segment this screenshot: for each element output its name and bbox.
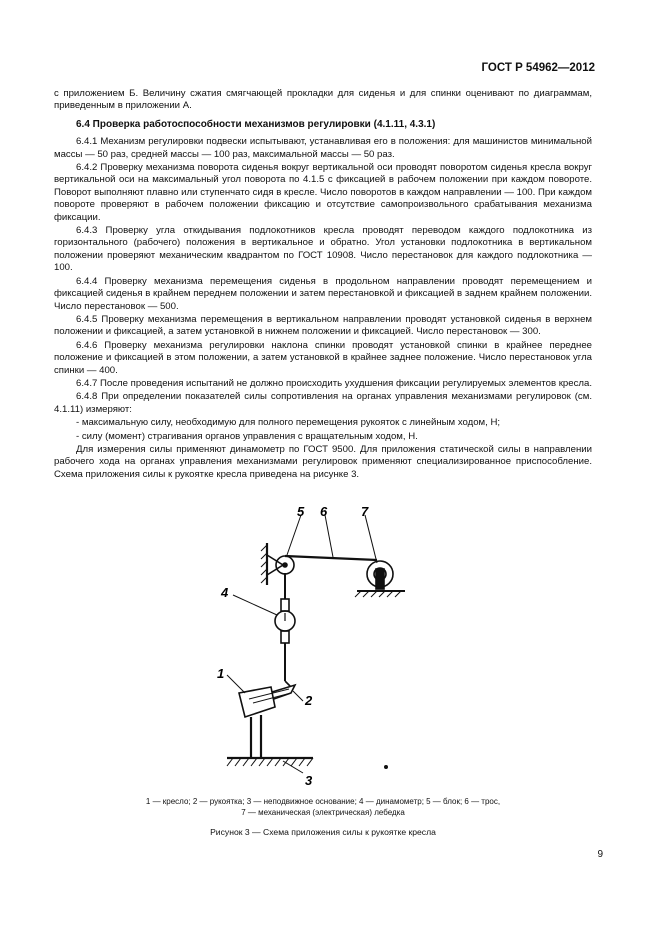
label-5: 5 (297, 504, 305, 519)
paragraph-6-4-3: 6.4.3 Проверку угла откидывания подлокотников кресла проводят переводом каждого подлокотника из горизонтального (рабочего) положения в вертикальное и обратно. Угол установки подлокотника в вертикальном положении проверяют механическим квадрантом по ГОСТ 10908. Число перестановок для каждого подлокотника — 100. (54, 225, 592, 274)
pulley-axle (283, 563, 287, 567)
paragraph-6-4-6: 6.4.6 Проверку механизма регулировки наклона спинки проводят установкой спинки в крайнее переднее положение и фиксацией в этом положении, а затем установкой в крайнее заднее положение. Число перестановок угла спинки — 400. (54, 339, 592, 376)
section-heading: 6.4 Проверка работоспособности механизмов регулировки (4.1.11, 4.3.1) (76, 118, 436, 130)
paragraph-6-4-5: 6.4.5 Проверку механизма перемещения в вертикальном направлении проводят установкой сиденья в верхнем положении и фиксацией, а затем установкой в нижнем положении и фиксацией. Число перестановок — 300. (54, 313, 592, 338)
dynamometer-bottom-mount (281, 631, 289, 643)
paragraph-6-4-7: 6.4.7 После проведения испытаний не должно происходить ухудшения фиксации регулируемых элементов кресла. (76, 377, 593, 389)
list-item-max-force: - максимальную силу, необходимую для полного перемещения рукояток с линейным ходом, Н; (76, 417, 501, 429)
figure-caption: Рисунок 3 — Схема приложения силы к рукоятке кресла (210, 827, 436, 837)
fixed-base-hatching (227, 758, 313, 766)
label-4: 4 (221, 585, 229, 600)
paragraph-continuation: с приложением Б. Величину сжатия смягчающей прокладки для сиденья и для спинки оценивают по диаграммам, приведенным в приложении А. (54, 88, 592, 112)
leader-lines (227, 515, 377, 773)
paragraph-6-4-2: 6.4.2 Проверку механизма поворота сиденья вокруг вертикальной оси проводят поворотом сиденья кресла вокруг вертикальной оси на максимальный угол поворота по 4.1.5 с фиксацией в рабочем положении при каждом повороте. Поворот выполняют плавно или ступенчато сидя в кресле. Число поворотов в каждом направлении — 100. При каждом повороте проверяют в рабочем положении фиксацию и отсутствие самопроизвольного срабатывания механизма фиксации. (54, 162, 592, 223)
winch-post (376, 569, 384, 589)
paragraph-6-4-1: 6.4.1 Механизм регулировки подвески испытывают, устанавливая его в положения: для машинистов минимальной массы — 50 раз, средней массы — 100 раз, максимальной массы — 50 раз. (54, 136, 592, 160)
page-number: 9 (597, 849, 603, 860)
legend-line-1: 1 — кресло; 2 — рукоятка; 3 — неподвижное основание; 4 — динамометр; 5 — блок; 6 — трос, (145, 797, 501, 806)
figure-legend (54, 796, 592, 818)
cable-horizontal (285, 556, 377, 560)
paragraph-6-4-4: 6.4.4 Проверку механизма перемещения сиденья в продольном направлении проводят перемещением и фиксацией сиденья в крайнем переднем положении и затем перестановкой и фиксацией в заднем крайнем положении. Число перестановок — 500. (54, 275, 592, 312)
label-1: 1 (217, 666, 225, 681)
label-7: 7 (361, 504, 369, 519)
label-6: 6 (320, 504, 328, 519)
list-item-start-force: - силу (момент) страгивания органов управления с вращательным ходом, Н. (76, 430, 418, 442)
dynamometer-top-mount (281, 599, 289, 611)
stray-dot (385, 766, 387, 768)
label-2: 2 (305, 693, 313, 708)
body-text (54, 88, 592, 482)
legend-line-2: 7 — механическая (электрическая) лебедка (241, 808, 405, 817)
document-code: ГОСТ Р 54962—2012 (481, 62, 595, 74)
paragraph-6-4-8: 6.4.8 При определении показателей силы сопротивления на органах управления механизмами регулировок (см. 4.1.11) измеряют: (54, 391, 592, 415)
paragraph-dynamometer: Для измерения силы применяют динамометр по ГОСТ 9500. Для приложения статической силы в направлении рабочего хода на органах управления механизмами регулировок применяют специализированное приспособление. Схема приложения силы к рукоятке кресла приведена на рисунке 3. (54, 443, 592, 480)
force-scheme-figure (205, 503, 465, 803)
label-3: 3 (305, 773, 313, 788)
